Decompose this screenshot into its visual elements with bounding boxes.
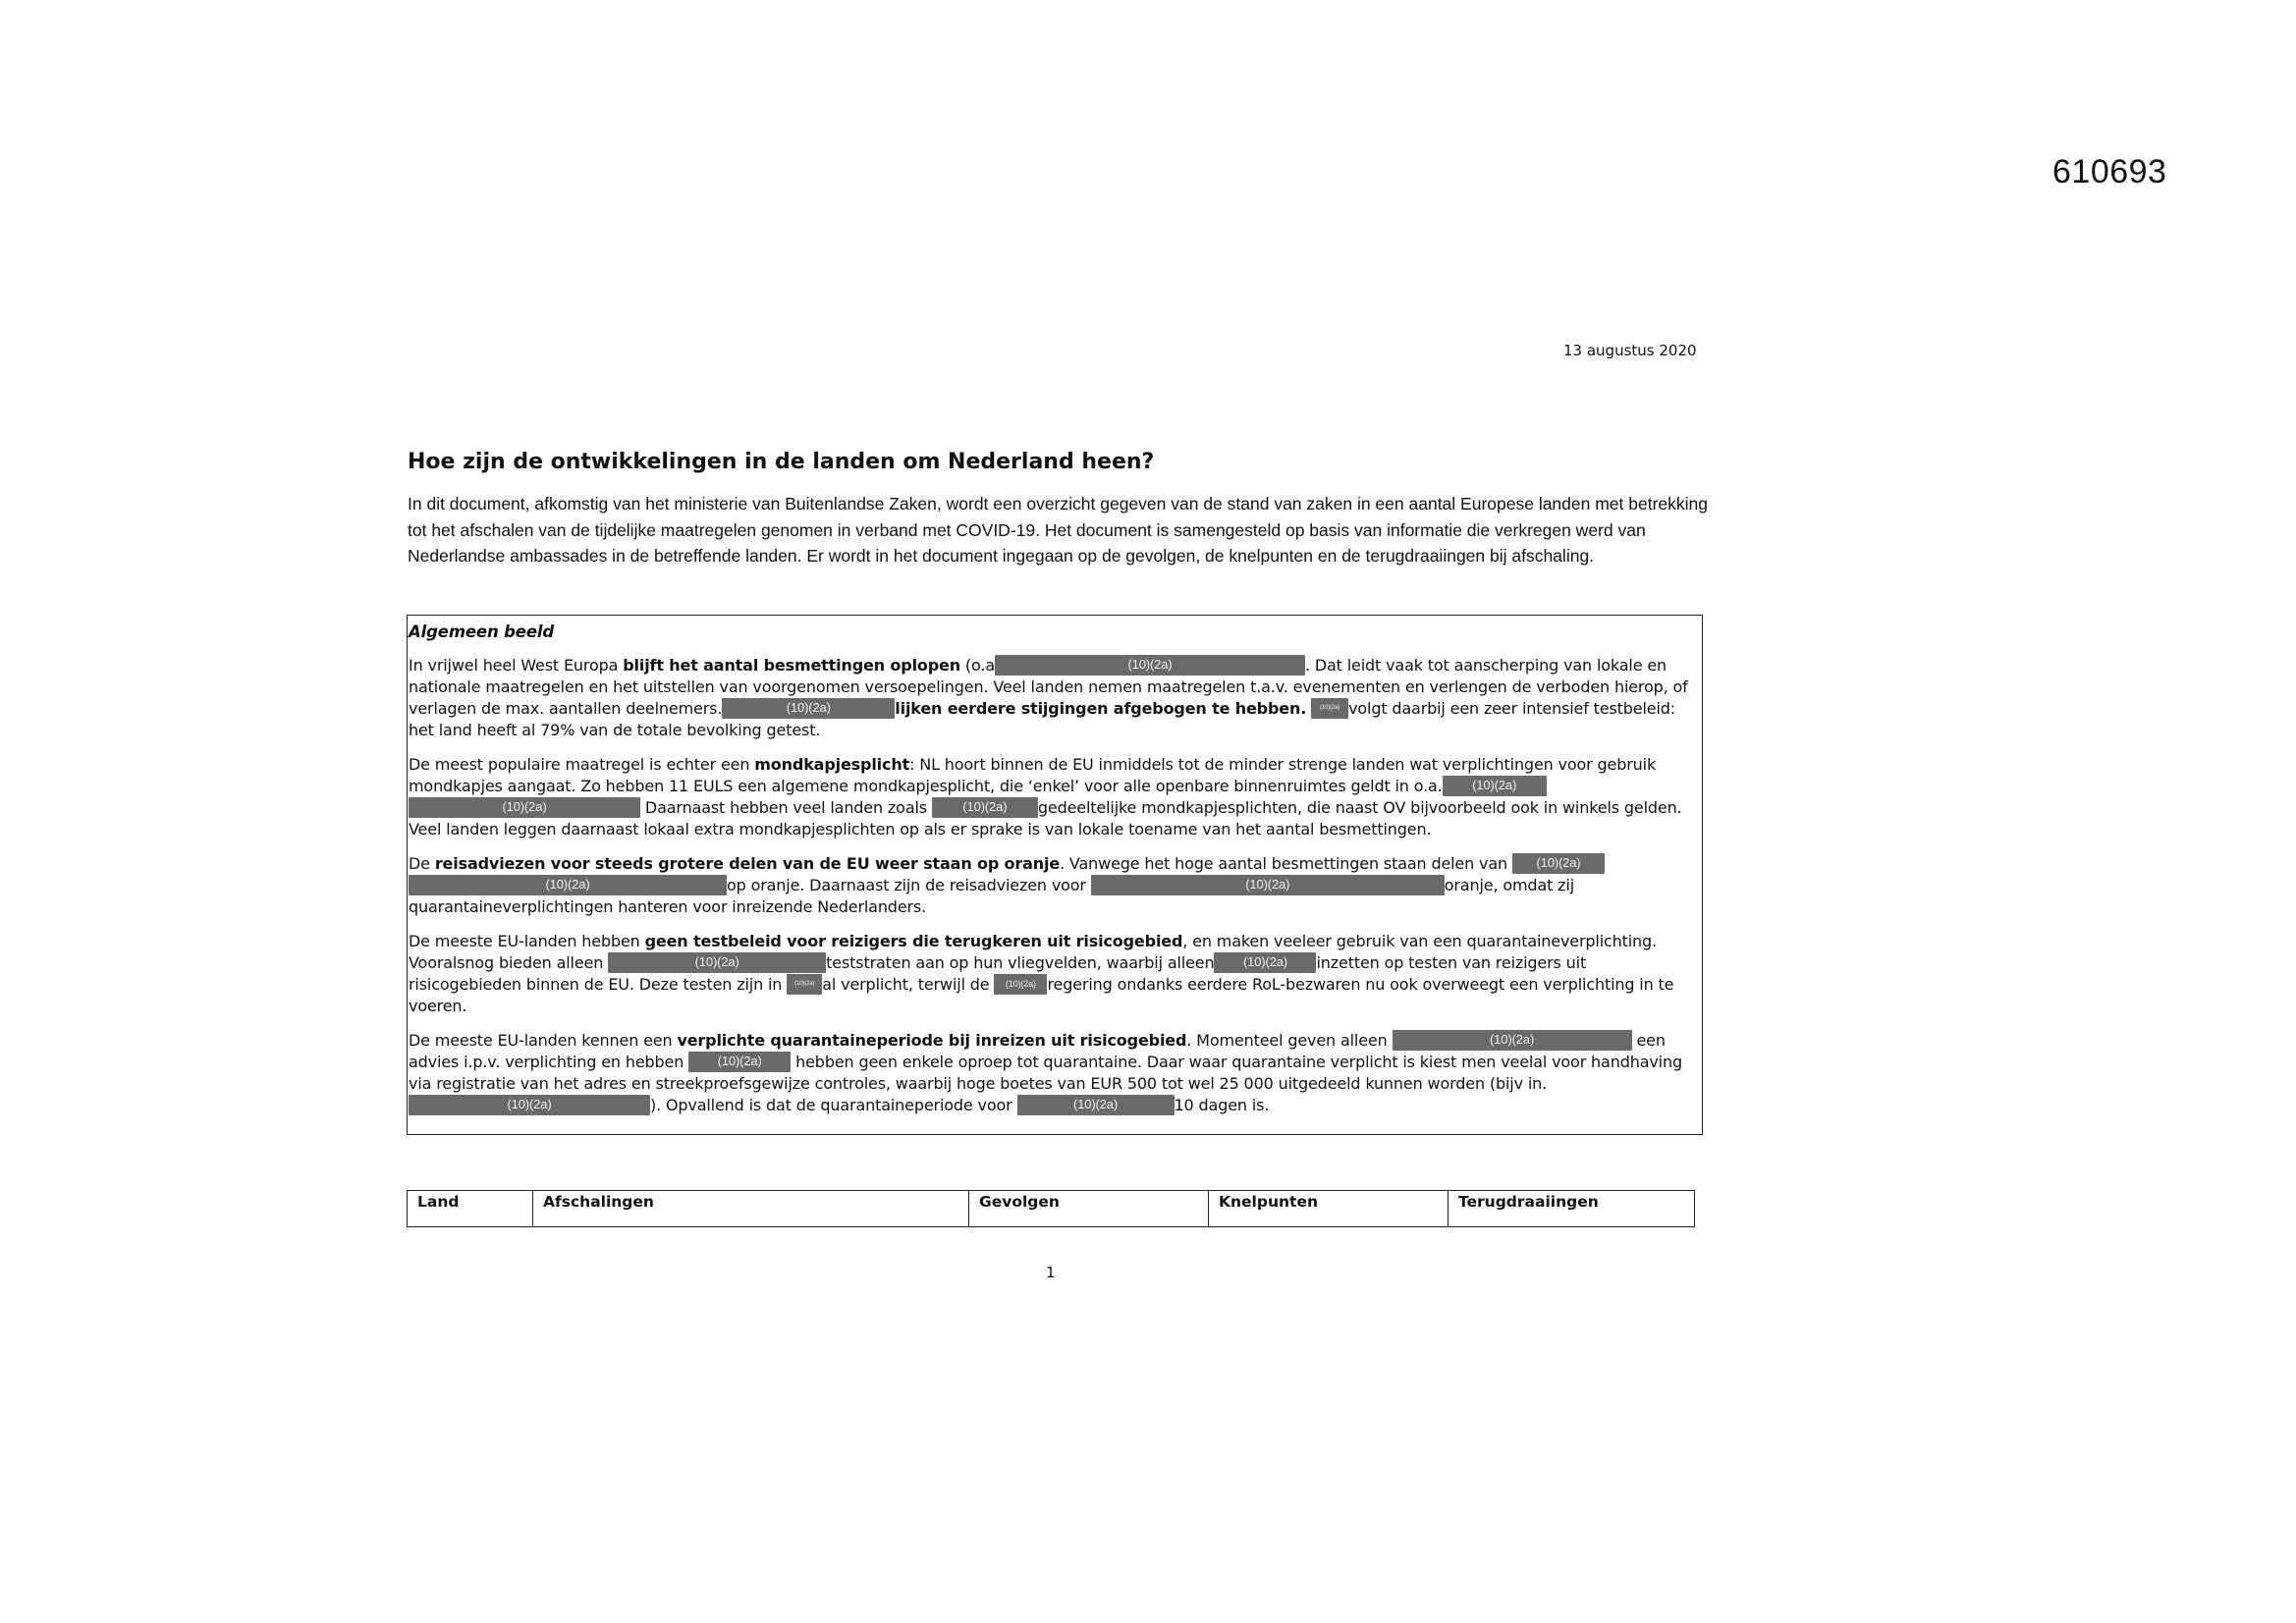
text: . Dat leidt vaak tot aanscherping van lokale en nationale maatregelen en het uitstellen van voorgenomen versoepelingen. Veel landen nemen maatregelen t.a.v. evenementen en verlengen de verboden hierop, of verlagen de max. aantallen deelnemers. <box>409 656 1688 718</box>
bold-text: geen testbeleid voor reizigers die terugkeren uit risicogebied <box>644 932 1183 950</box>
bold-text: blijft het aantal besmettingen oplopen <box>623 656 960 675</box>
paragraph-masks <box>409 754 1700 840</box>
box-heading: Algemeen beeld <box>409 622 555 641</box>
redaction-block: (10)(2a) <box>409 797 640 818</box>
intro-paragraph: In dit document, afkomstig van het ministerie van Buitenlandse Zaken, wordt een overzicht gegeven van de stand van zaken in een aantal Europese landen met betrekking tot het afschalen van de tijdelijke maatregelen genomen in verband met COVID-19. Het document is samengesteld op basis van informatie die verkregen werd van Nederlandse ambassades in de betreffende landen. Er wordt in het document ingegaan op de gevolgen, de knelpunten en de terugdraaiingen bij afschaling. <box>408 494 1709 566</box>
paragraph-infections <box>409 655 1700 741</box>
text: De meeste EU-landen hebben <box>409 932 645 950</box>
redaction-block: (10)(2a) <box>1311 698 1348 719</box>
paragraph-quarantine <box>409 1030 1700 1116</box>
text: teststraten aan op hun vliegvelden, waarbij alleen <box>826 953 1215 972</box>
general-overview-box <box>407 615 1703 1135</box>
redaction-block: (10)(2a) <box>722 698 895 719</box>
text: een advies i.p.v. verplichting en hebben <box>409 1031 1666 1071</box>
bold-text: lijken eerdere stijgingen afgebogen te hebben. <box>895 699 1307 718</box>
redaction-block: (10)(2a) <box>1393 1030 1632 1051</box>
text: De <box>409 854 435 873</box>
redaction-block: (10)(2a) <box>1091 875 1445 895</box>
redaction-block: (10)(2a) <box>1017 1095 1175 1115</box>
column-header-land: Land <box>408 1191 533 1226</box>
country-table-header <box>407 1190 1695 1227</box>
paragraph-testing <box>409 931 1700 1017</box>
text: op oranje. Daarnaast zijn de reisadviezen voor <box>727 876 1091 894</box>
text: ). Opvallend is dat de quarantaineperiode voor <box>650 1096 1017 1114</box>
bold-text: verplichte quarantaineperiode bij inreizen uit risicogebied <box>677 1031 1187 1050</box>
redaction-block: (10)(2a) <box>688 1052 791 1072</box>
column-header-knelpunten: Knelpunten <box>1209 1191 1449 1226</box>
column-header-gevolgen: Gevolgen <box>969 1191 1209 1226</box>
text: Daarnaast hebben veel landen zoals <box>640 798 932 817</box>
redaction-block: (10)(2a) <box>932 797 1038 818</box>
document-date: 13 augustus 2020 <box>1563 342 1697 359</box>
column-header-terugdraaiingen: Terugdraaiingen <box>1458 1193 1599 1211</box>
redaction-block: (10)(2a) <box>1512 853 1605 874</box>
text: , en maken veeleer gebruik van een quarantaineverplichting. Vooralsnog bieden alleen <box>409 932 1657 972</box>
paragraph-travel-advice <box>409 853 1700 918</box>
text: De meeste EU-landen kennen een <box>409 1031 678 1050</box>
column-header-afschalingen: Afschalingen <box>533 1191 969 1226</box>
redaction-block: (10)(2a) <box>787 974 822 995</box>
redaction-block: (10)(2a) <box>994 974 1047 995</box>
text: In vrijwel heel West Europa <box>409 656 624 675</box>
redaction-block: (10)(2a) <box>1214 952 1316 973</box>
text: 10 dagen is. <box>1174 1096 1270 1114</box>
text: volgt daarbij een zeer intensief testbeleid: het land heeft al 79% van de totale bevolking getest. <box>409 699 1676 739</box>
text: regering ondanks eerdere RoL-bezwaren nu ook overweegt een verplichting in te voeren. <box>409 975 1674 1015</box>
redaction-block: (10)(2a) <box>1443 776 1547 796</box>
redaction-block: (10)(2a) <box>608 952 826 973</box>
text: De meest populaire maatregel is echter een <box>409 755 755 774</box>
text: : NL hoort binnen de EU inmiddels tot de minder strenge landen wat verplichtingen voor gebruik mondkapjes aangaat. Zo hebben 11 EULS een algemene mondkapjesplicht, die ‘enkel’ voor alle openbare binnenruimtes geldt in o.a. <box>409 755 1657 795</box>
text: (o.a <box>960 656 995 675</box>
bold-text: reisadviezen voor steeds grotere delen van de EU weer staan op oranje <box>434 854 1061 873</box>
redaction-block: (10)(2a) <box>995 655 1305 676</box>
redaction-block: (10)(2a) <box>409 875 727 895</box>
text: al verplicht, terwijl de <box>822 975 995 994</box>
text: hebben geen enkele oproep tot quarantaine. Daar waar quarantaine verplicht is kiest men veelal voor handhaving via registratie van het adres en streekproefsgewijze controles, waarbij hoge boetes van EUR 500 tot wel 25 000 uitgedeeld kunnen worden (bijv in. <box>409 1053 1682 1093</box>
redaction-block: (10)(2a) <box>409 1095 650 1115</box>
text: oranje, omdat zij quarantaineverplichtingen hanteren voor inreizende Nederlanders. <box>409 876 1574 916</box>
document-id: 610693 <box>2052 153 2167 190</box>
text: . Momenteel geven alleen <box>1186 1031 1393 1050</box>
text: . Vanwege het hoge aantal besmettingen staan delen van <box>1060 854 1512 873</box>
page-title: Hoe zijn de ontwikkelingen in de landen om Nederland heen? <box>408 450 1155 474</box>
page-number: 1 <box>1046 1264 1056 1281</box>
bold-text: mondkapjesplicht <box>754 755 910 774</box>
text: inzetten op testen van reizigers uit risicogebieden binnen de EU. Deze testen zijn in <box>409 953 1587 994</box>
text: gedeeltelijke mondkapjesplichten, die naast OV bijvoorbeeld ook in winkels gelden. Veel landen leggen daarnaast lokaal extra mondkapjesplichten op als er sprake is van lokale toename van het aantal besmettingen. <box>409 798 1682 839</box>
